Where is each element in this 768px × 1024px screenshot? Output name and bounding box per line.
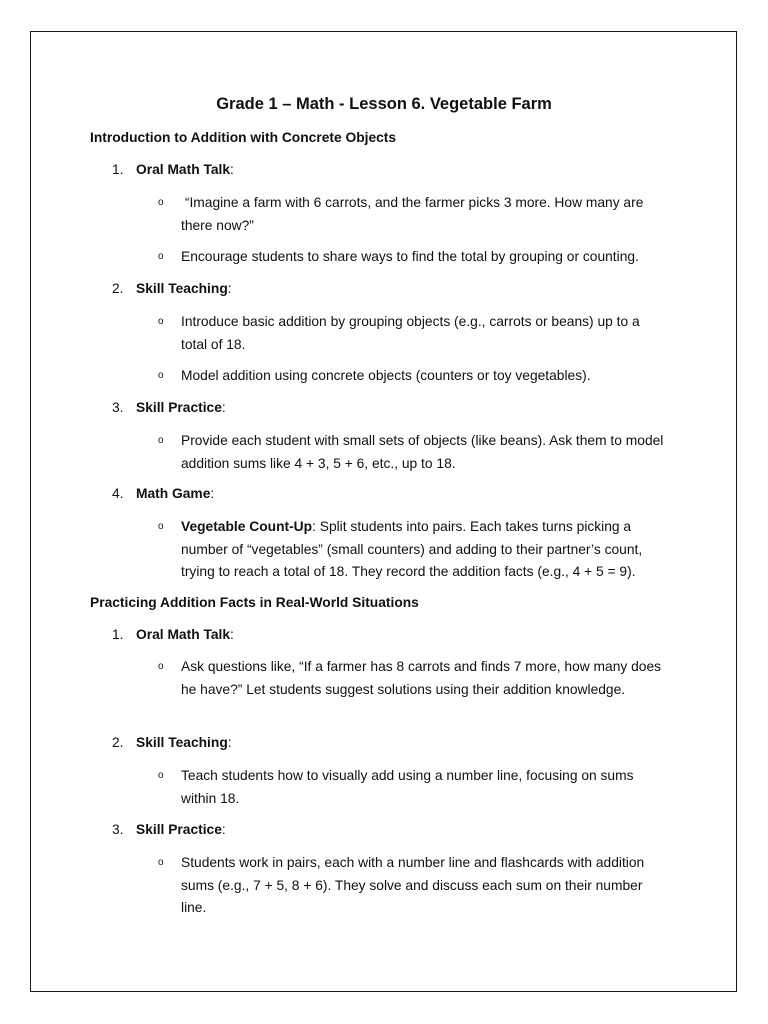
item-label-colon: :	[230, 627, 234, 642]
bullet-circle-icon: o	[158, 770, 164, 781]
bullet-item	[158, 311, 668, 356]
game-description: : Split students into pairs. Each takes turns picking a number of “vegetables” (small counters) and adding to their partner’s count, trying to reach a total of 18. They record the addition facts (e.g., 4 + 5 = 9).	[181, 519, 643, 579]
bullet-circle-icon: o	[158, 316, 164, 327]
item-label: Skill Practice	[136, 822, 222, 837]
numbered-item-math-game	[112, 484, 214, 504]
numbered-item-skill-teaching	[112, 733, 232, 753]
item-number: 2.	[112, 281, 124, 296]
item-label: Oral Math Talk	[136, 627, 231, 642]
item-label: Skill Practice	[136, 400, 222, 415]
item-label: Oral Math Talk	[136, 162, 231, 177]
bullet-circle-icon: o	[158, 197, 164, 208]
bullet-item	[158, 365, 668, 388]
item-label-colon: :	[227, 735, 232, 750]
item-label: Skill Teaching	[136, 281, 228, 296]
item-number: 4.	[112, 486, 124, 501]
bullet-text: Model addition using concrete objects (counters or toy vegetables).	[181, 368, 591, 383]
item-label: Skill Teaching	[136, 735, 228, 750]
item-number: 2.	[112, 735, 124, 750]
bullet-item	[158, 246, 668, 269]
numbered-item-oral-math-talk	[112, 160, 234, 180]
numbered-item-skill-practice	[112, 820, 226, 840]
bullet-circle-icon: o	[158, 435, 164, 446]
item-number: 3.	[112, 400, 124, 415]
bullet-item	[158, 192, 668, 237]
bullet-circle-icon: o	[158, 661, 164, 672]
item-number: 1.	[112, 162, 124, 177]
game-name: Vegetable Count-Up	[181, 519, 313, 534]
bullet-item	[158, 430, 668, 475]
item-label-colon: :	[227, 281, 232, 296]
bullet-item	[158, 765, 668, 810]
numbered-item-skill-teaching	[112, 279, 232, 299]
bullet-circle-icon: o	[158, 251, 164, 262]
bullet-item	[158, 852, 668, 920]
bullet-text: Ask questions like, “If a farmer has 8 carrots and finds 7 more, how many does he have?” Let students suggest solutions using their addition knowledge.	[181, 659, 662, 697]
item-number: 1.	[112, 627, 124, 642]
bullet-text: Students work in pairs, each with a number line and flashcards with addition sums (e.g., 7 + 5, 8 + 6). They solve and discuss each sum on their number line.	[181, 855, 645, 915]
bullet-text	[181, 516, 668, 584]
item-number: 3.	[112, 822, 124, 837]
bullet-text: Provide each student with small sets of objects (like beans). Ask them to model addition sums like 4 + 3, 5 + 6, etc., up to 18.	[181, 433, 664, 471]
bullet-text: “Imagine a farm with 6 carrots, and the farmer picks 3 more. How many are there now?”	[181, 195, 648, 233]
numbered-item-oral-math-talk	[112, 625, 234, 645]
bullet-circle-icon: o	[158, 521, 164, 532]
item-label-colon: :	[221, 822, 226, 837]
bullet-item	[158, 516, 668, 584]
bullet-text: Teach students how to visually add using a number line, focusing on sums within 18.	[181, 768, 634, 806]
item-label-colon: :	[221, 400, 226, 415]
item-label: Math Game	[136, 486, 211, 501]
bullet-item	[158, 656, 668, 701]
section-heading-practicing: Practicing Addition Facts in Real-World Situations	[90, 595, 419, 610]
bullet-text: Introduce basic addition by grouping objects (e.g., carrots or beans) up to a total of 18.	[181, 314, 640, 352]
bullet-text: Encourage students to share ways to find the total by grouping or counting.	[181, 249, 639, 264]
item-label-colon: :	[230, 162, 234, 177]
numbered-item-skill-practice	[112, 398, 226, 418]
section-heading-introduction: Introduction to Addition with Concrete Objects	[90, 130, 397, 145]
item-label-colon: :	[210, 486, 215, 501]
document-title: Grade 1 – Math - Lesson 6. Vegetable Farm	[216, 95, 552, 113]
bullet-circle-icon: o	[158, 370, 164, 381]
bullet-circle-icon: o	[158, 857, 164, 868]
